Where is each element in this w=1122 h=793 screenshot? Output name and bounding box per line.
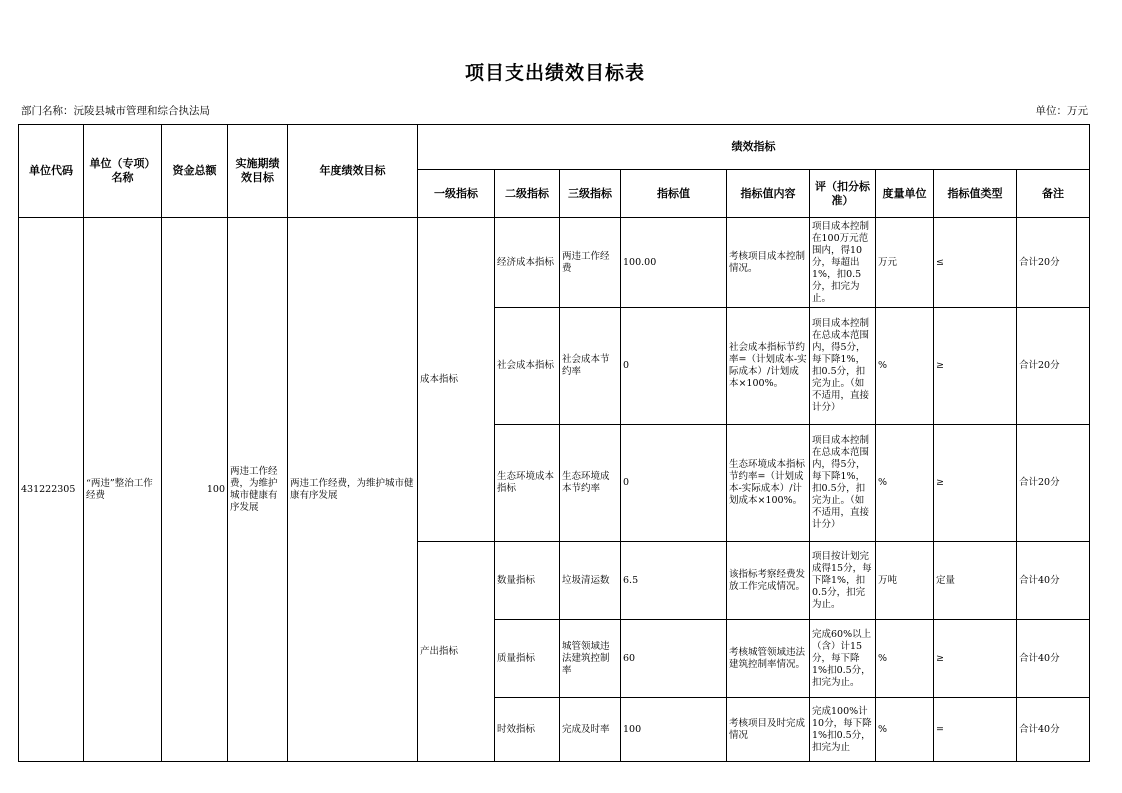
level3-cell: 生态环境成本节约率 <box>560 425 621 542</box>
level1-cost-cell: 成本指标 <box>418 218 495 542</box>
unit-name-cell: “两违”整治工作经费 <box>84 218 162 762</box>
scoring-cell: 完成100%计10分，每下降1%扣0.5分，扣完为止 <box>810 698 876 762</box>
remark-cell: 合计20分 <box>1017 308 1090 425</box>
header-row-1 <box>19 125 1090 170</box>
level3-cell: 完成及时率 <box>560 698 621 762</box>
period-goal-cell: 两违工作经费，为维护城市健康有序发展 <box>228 218 288 762</box>
remark-cell: 合计20分 <box>1017 425 1090 542</box>
indicator-value-cell: 100 <box>621 698 727 762</box>
level2-cell: 社会成本指标 <box>495 308 560 425</box>
indicator-content-cell: 该指标考察经费发放工作完成情况。 <box>727 542 810 620</box>
header-unit-name: 单位（专项）名称 <box>84 125 162 218</box>
indicator-value-cell: 0 <box>621 425 727 542</box>
level3-cell: 城管领域违法建筑控制率 <box>560 620 621 698</box>
scoring-cell: 项目成本控制在总成本范围内，得5分，每下降1%，扣0.5分，扣完为止。（如不适用，直接计分） <box>810 425 876 542</box>
level2-cell: 生态环境成本指标 <box>495 425 560 542</box>
value-type-cell: ≥ <box>934 425 1017 542</box>
header-level2: 二级指标 <box>495 170 560 218</box>
header-indicator-content: 指标值内容 <box>727 170 810 218</box>
scoring-cell: 完成60%以上（含）计15分，每下降1%扣0.5分，扣完为止。 <box>810 620 876 698</box>
header-level1: 一级指标 <box>418 170 495 218</box>
indicator-value-cell: 100.00 <box>621 218 727 308</box>
measure-unit-cell: % <box>876 698 934 762</box>
level1-output-cell: 产出指标 <box>418 542 495 762</box>
header-level3: 三级指标 <box>560 170 621 218</box>
remark-cell: 合计40分 <box>1017 542 1090 620</box>
level3-cell: 两违工作经费 <box>560 218 621 308</box>
remark-cell: 合计20分 <box>1017 218 1090 308</box>
scoring-cell: 项目成本控制在100万元范围内，得10分，每超出1%，扣0.5分，扣完为止。 <box>810 218 876 308</box>
performance-table <box>18 124 1090 762</box>
scoring-cell: 项目按计划完成得15分，每下降1%，扣0.5分，扣完为止。 <box>810 542 876 620</box>
table-row <box>19 218 1090 308</box>
indicator-value-cell: 60 <box>621 620 727 698</box>
measure-unit-cell: 万元 <box>876 218 934 308</box>
header-scoring: 评（扣分标准） <box>810 170 876 218</box>
measure-unit-cell: 万吨 <box>876 542 934 620</box>
header-performance-indicators: 绩效指标 <box>418 125 1090 170</box>
value-type-cell: 定量 <box>934 542 1017 620</box>
header-annual-goal: 年度绩效目标 <box>288 125 418 218</box>
indicator-content-cell: 考核项目及时完成情况 <box>727 698 810 762</box>
value-type-cell: ≤ <box>934 218 1017 308</box>
measure-unit-cell: % <box>876 308 934 425</box>
remark-cell: 合计40分 <box>1017 698 1090 762</box>
annual-goal-cell: 两违工作经费，为维护城市健康有序发展 <box>288 218 418 762</box>
indicator-value-cell: 0 <box>621 308 727 425</box>
scoring-cell: 项目成本控制在总成本范围内，得5分，每下降1%，扣0.5分，扣完为止。（如不适用，直接计分） <box>810 308 876 425</box>
header-remarks: 备注 <box>1017 170 1090 218</box>
level3-cell: 社会成本节约率 <box>560 308 621 425</box>
level2-cell: 质量指标 <box>495 620 560 698</box>
indicator-content-cell: 社会成本指标节约率=（计划成本-实际成本）/计划成本×100%。 <box>727 308 810 425</box>
header-indicator-value: 指标值 <box>621 170 727 218</box>
header-value-type: 指标值类型 <box>934 170 1017 218</box>
currency-unit: 单位：万元 <box>1035 105 1088 117</box>
header-period-goal: 实施期绩效目标 <box>228 125 288 218</box>
page-title: 项目支出绩效目标表 <box>464 62 645 84</box>
level2-cell: 经济成本指标 <box>495 218 560 308</box>
level2-cell: 时效指标 <box>495 698 560 762</box>
value-type-cell: ≥ <box>934 308 1017 425</box>
department-name: 部门名称：沅陵县城市管理和综合执法局 <box>21 105 210 117</box>
indicator-content-cell: 生态环境成本指标节约率=（计划成本-实际成本）/计划成本×100%。 <box>727 425 810 542</box>
measure-unit-cell: % <box>876 620 934 698</box>
header-measure-unit: 度量单位 <box>876 170 934 218</box>
value-type-cell: = <box>934 698 1017 762</box>
level2-cell: 数量指标 <box>495 542 560 620</box>
total-funds-cell: 100 <box>162 218 228 762</box>
remark-cell: 合计40分 <box>1017 620 1090 698</box>
measure-unit-cell: % <box>876 425 934 542</box>
header-unit-code: 单位代码 <box>19 125 84 218</box>
unit-code-cell: 431222305 <box>19 218 84 762</box>
indicator-value-cell: 6.5 <box>621 542 727 620</box>
indicator-content-cell: 考核城管领域违法建筑控制率情况。 <box>727 620 810 698</box>
level3-cell: 垃圾清运数 <box>560 542 621 620</box>
header-total-funds: 资金总额 <box>162 125 228 218</box>
value-type-cell: ≥ <box>934 620 1017 698</box>
indicator-content-cell: 考核项目成本控制情况。 <box>727 218 810 308</box>
